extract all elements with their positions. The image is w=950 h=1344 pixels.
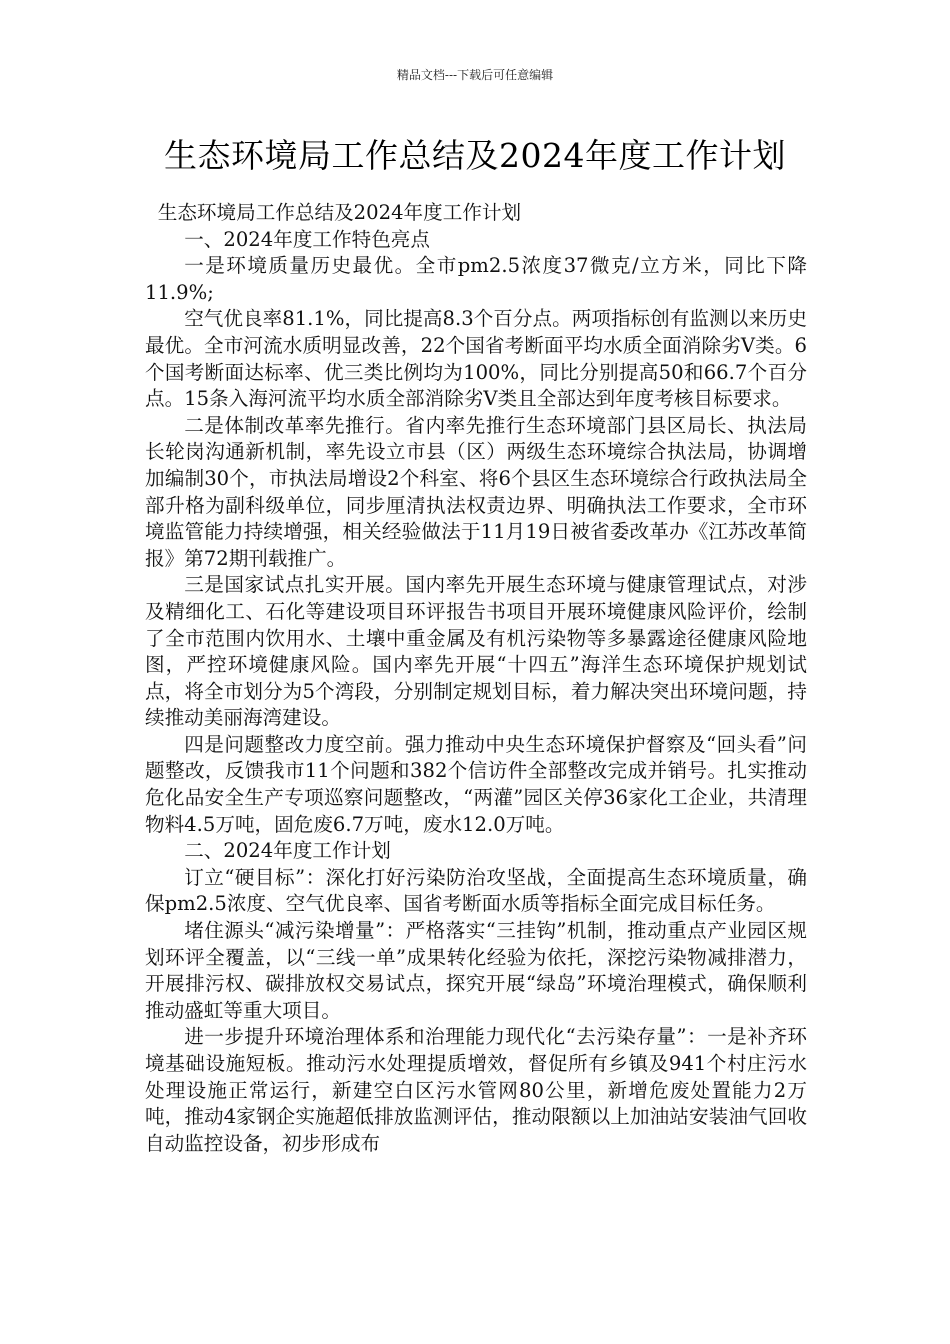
section-heading: 一、2024年度工作特色亮点 xyxy=(184,227,430,251)
paragraph: 三是国家试点扎实开展。国内率先开展生态环境与健康管理试点，对涉及精细化工、石化等建设项目环评报告书项目开展环境健康风险评价，绘制了全市范围内饮用水、土壤中重金属及有机污染物等多暴露途径健康风险地图，严控环境健康风险。国内率先开展“十四五”海洋生态环境保护规划试点，将全市划分为5个湾段，分别制定规划目标，着力解决突出环境问题，持续推动美丽海湾建设。 xyxy=(145,573,807,730)
paragraph: 进一步提升环境治理体系和治理能力现代化“去污染存量”：一是补齐环境基础设施短板。推动污水处理提质增效，督促所有乡镇及941个村庄污水处理设施正常运行，新建空白区污水管网80公里，新增危废处置能力2万吨，推动4家钢企实施超低排放监测评估，推动限额以上加油站安装油气回收自动监控设备，初步形成布 xyxy=(145,1025,807,1155)
paragraph: 一是环境质量历史最优。全市pm2.5浓度37微克/立方米，同比下降11.9%; xyxy=(145,254,807,304)
paragraph: 生态环境局工作总结及2024年度工作计划 xyxy=(157,201,522,224)
document-title: 生态环境局工作总结及2024年度工作计划 xyxy=(164,136,786,175)
paragraph: 空气优良率81.1%，同比提高8.3个百分点。两项指标创有监测以来历史最优。全市河流水质明显改善，22个国省考断面平均水质全面消除劣Ⅴ类。6个国考断面达标率、优三类比例均为100%，同比分别提高50和66.7个百分点。15条入海河流平均水质全部消除劣Ⅴ类且全部达到年度考核目标要求。 xyxy=(145,307,807,411)
document-body xyxy=(145,200,807,1157)
paragraph: 二是体制改革率先推行。省内率先推行生态环境部门县区局长、执法局长轮岗沟通新机制，率先设立市县（区）两级生态环境综合执法局，协调增加编制30个，市执法局增设2个科室、将6个县区生态环境综合行政执法局全部升格为副科级单位，同步厘清执法权责边界、明确执法工作要求，全市环境监管能力持续增强，相关经验做法于11月19日被省委改革办《江苏改革简报》第72期刊载推广。 xyxy=(145,413,807,570)
paragraph: 四是问题整改力度空前。强力推动中央生态环境保护督察及“回头看”问题整改，反馈我市11个问题和382个信访件全部整改完成并销号。扎实推动危化品安全生产专项巡察问题整改，“两灌”园区关停36家化工企业，共清理物料4.5万吨，固危废6.7万吨，废水12.0万吨。 xyxy=(145,732,807,836)
section-heading: 二、2024年度工作计划 xyxy=(184,839,391,863)
paragraph: 订立“硬目标”：深化打好污染防治攻坚战，全面提高生态环境质量，确保pm2.5浓度、空气优良率、国省考断面水质等指标全面完成目标任务。 xyxy=(145,865,807,916)
paragraph: 堵住源头“减污染增量”：严格落实“三挂钩”机制，推动重点产业园区规划环评全覆盖，以“三线一单”成果转化经验为依托，深挖污染物减排潜力，开展排污权、碳排放权交易试点，探究开展“绿岛”环境治理模式，确保顺利推动盛虹等重大项目。 xyxy=(145,919,807,1022)
page-header: 精品文档---下载后可任意编辑 xyxy=(396,68,554,82)
